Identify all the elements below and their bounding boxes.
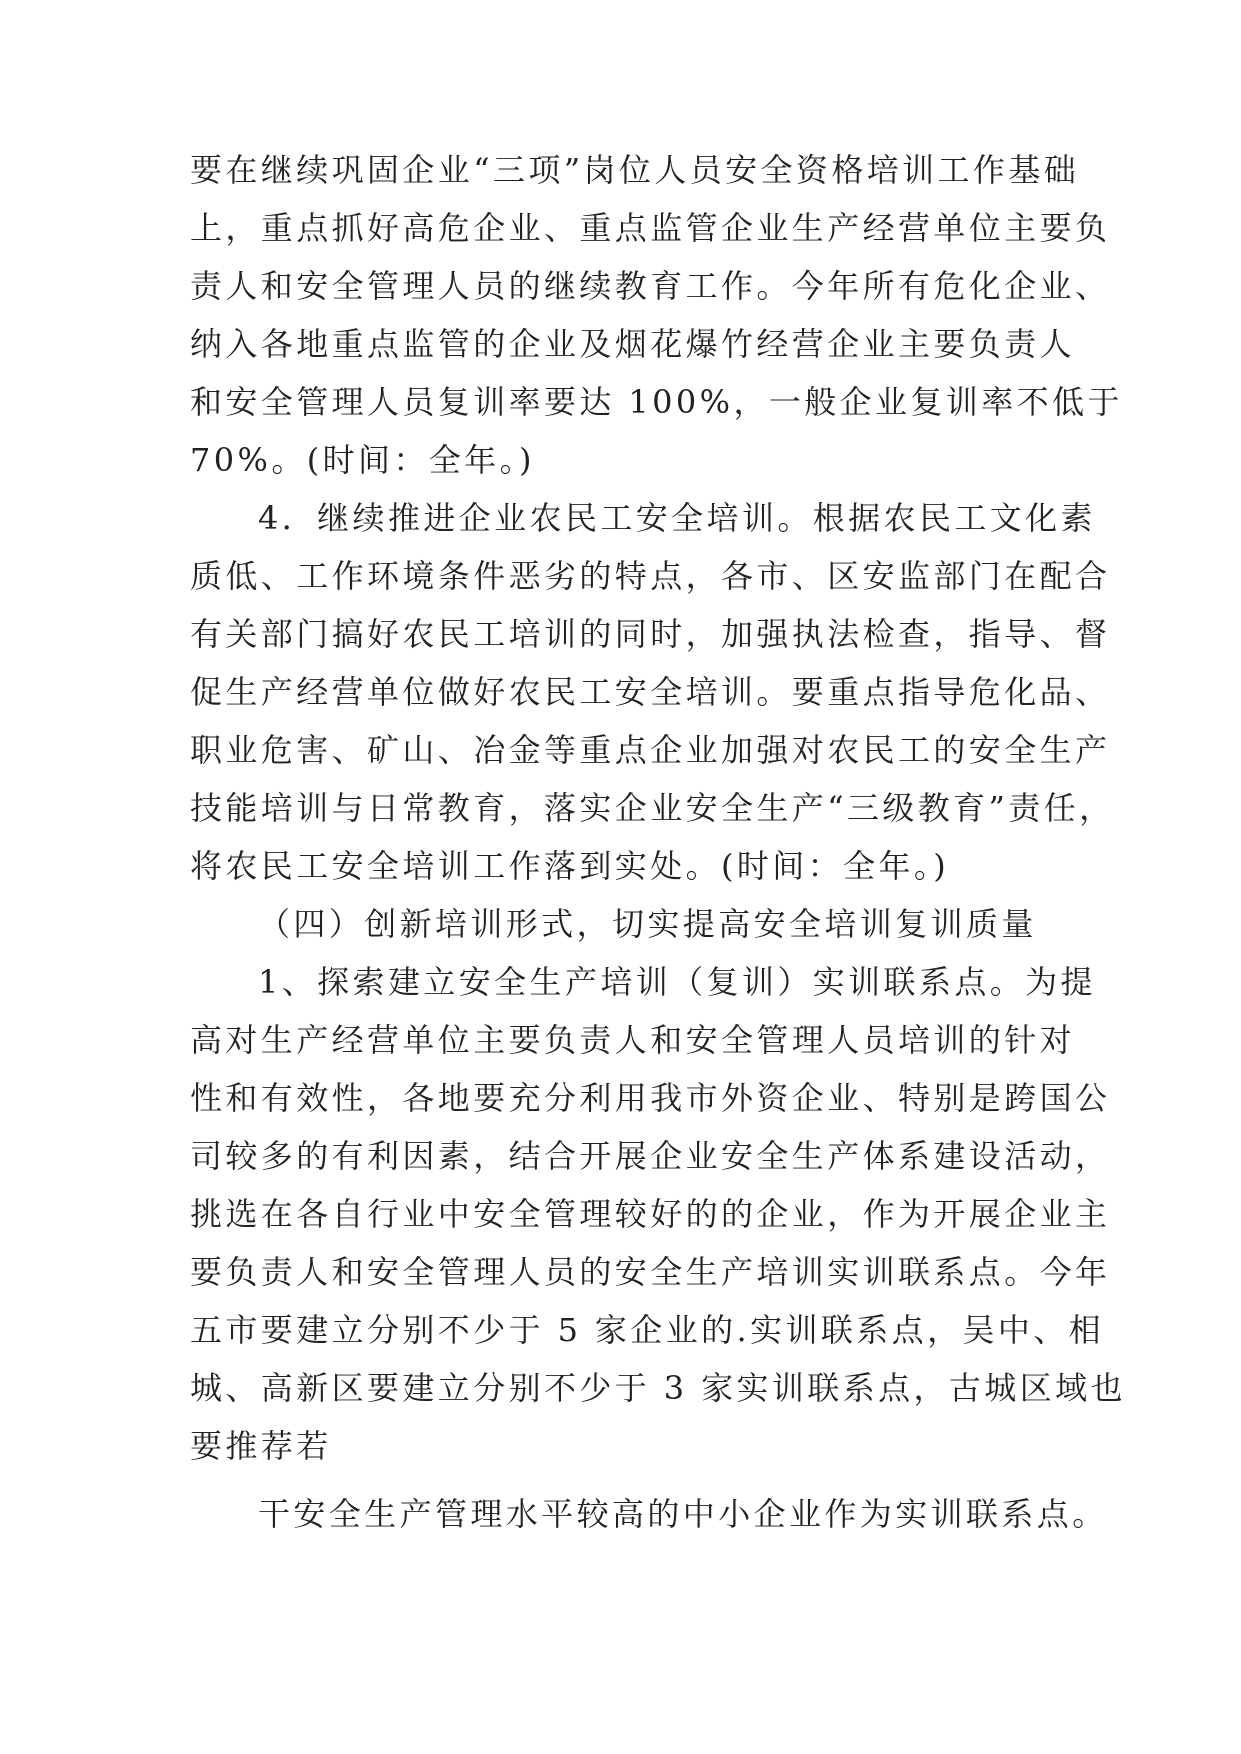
text-line: 高对生产经营单位主要负责人和安全管理人员培训的针对: [190, 1021, 1076, 1059]
text-line: 纳入各地重点监管的企业及烟花爆竹经营企业主要负责人: [190, 325, 1076, 363]
text-line: 职业危害、矿山、冶金等重点企业加强对农民工的安全生产: [190, 731, 1111, 769]
text-line: 要推荐若: [190, 1427, 332, 1465]
text-line: 70%。(时间：全年。): [190, 441, 535, 479]
text-line: 要在继续巩固企业“三项”岗位人员安全资格培训工作基础: [190, 151, 1080, 189]
section-heading: （四）创新培训形式，切实提高安全培训复训质量: [258, 905, 1037, 943]
text-line: 性和有效性，各地要充分利用我市外资企业、特别是跨国公: [190, 1079, 1111, 1117]
text-line: 技能培训与日常教育，落实企业安全生产“三级教育”责任，: [190, 789, 1115, 827]
text-line: 要负责人和安全管理人员的安全生产培训实训联系点。今年: [190, 1253, 1111, 1291]
text-line: 五市要建立分别不少于 5 家企业的.实训联系点，吴中、相: [190, 1311, 1105, 1349]
text-line: 城、高新区要建立分别不少于 3 家实训联系点，古城区域也: [190, 1369, 1126, 1407]
text-line: 司较多的有利因素，结合开展企业安全生产体系建设活动，: [190, 1137, 1111, 1175]
text-line: 将农民工安全培训工作落到实处。(时间：全年。): [190, 847, 950, 885]
text-line: 质低、工作环境条件恶劣的特点，各市、区安监部门在配合: [190, 557, 1111, 595]
text-line: 上，重点抓好高危企业、重点监管企业生产经营单位主要负: [190, 209, 1111, 247]
text-line: 挑选在各自行业中安全管理较好的的企业，作为开展企业主: [190, 1195, 1111, 1233]
paragraph-start-line: 1、探索建立安全生产培训（复训）实训联系点。为提: [258, 963, 1096, 1001]
text-line: 有关部门搞好农民工培训的同时，加强执法检查，指导、督: [190, 615, 1111, 653]
text-line: 促生产经营单位做好农民工安全培训。要重点指导危化品、: [190, 673, 1111, 711]
paragraph-start-line: 干安全生产管理水平较高的中小企业作为实训联系点。: [258, 1495, 1108, 1533]
text-line: 和安全管理人员复训率要达 100%，一般企业复训率不低于: [190, 383, 1123, 421]
paragraph-start-line: 4．继续推进企业农民工安全培训。根据农民工文化素: [258, 499, 1096, 537]
text-line: 责人和安全管理人员的继续教育工作。今年所有危化企业、: [190, 267, 1111, 305]
